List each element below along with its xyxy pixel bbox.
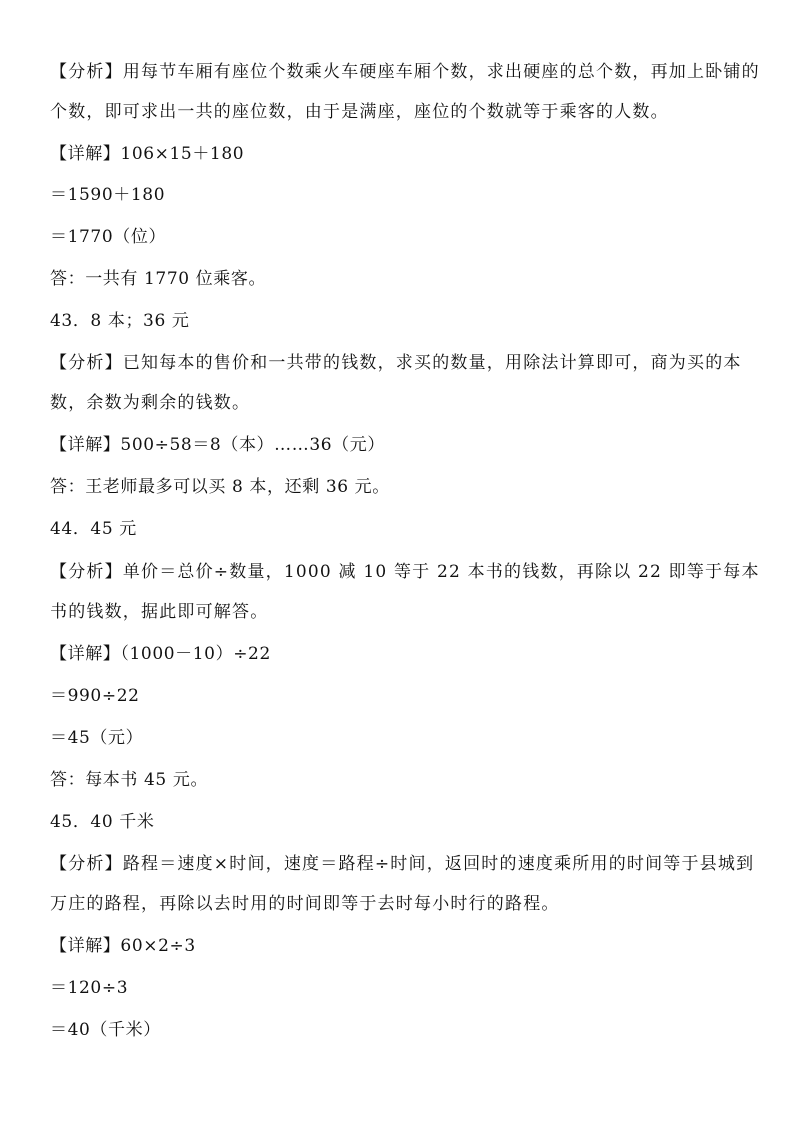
detail-tag: 【详解】	[50, 936, 121, 956]
calculation-step: ＝990÷22	[50, 686, 140, 706]
detail-line	[50, 143, 770, 165]
analysis-tag: 【分析】	[50, 62, 123, 82]
detail-text: 106×15＋180	[120, 144, 245, 164]
analysis-tag: 【分析】	[50, 562, 123, 582]
analysis-tag: 【分析】	[50, 854, 123, 874]
analysis-paragraph	[50, 552, 770, 632]
analysis-text: 路程＝速度×时间，速度＝路程÷时间，返回时的速度乘所用的时间等于县城到万庄的路程，再除以去时用的时间即等于去时每小时行的路程。	[50, 854, 755, 914]
calculation-step: ＝40（千米）	[50, 1020, 161, 1040]
detail-line	[50, 935, 770, 957]
question-heading: 45．40 千米	[50, 812, 155, 832]
analysis-text: 单价＝总价÷数量，1000 减 10 等于 22 本书的钱数，再除以 22 即等于每本书的钱数，据此即可解答。	[50, 562, 760, 622]
detail-line	[50, 434, 770, 456]
analysis-text: 已知每本的售价和一共带的钱数，求买的数量，用除法计算即可，商为买的本数，余数为剩余的钱数。	[50, 353, 742, 413]
detail-tag: 【详解】	[50, 144, 121, 164]
analysis-paragraph	[50, 844, 770, 924]
detail-tag: 【详解】	[50, 435, 121, 455]
analysis-paragraph	[50, 52, 770, 132]
calculation-step: ＝45（元）	[50, 728, 144, 748]
detail-line	[50, 643, 770, 665]
question-heading: 44．45 元	[50, 519, 137, 539]
calculation-step: ＝1770（位）	[50, 227, 167, 247]
detail-text: （1000－10）÷22	[120, 644, 271, 664]
detail-text: 60×2÷3	[120, 936, 196, 956]
analysis-text: 用每节车厢有座位个数乘火车硬座车厢个数，求出硬座的总个数，再加上卧铺的个数，即可求出一共的座位数，由于是满座，座位的个数就等于乘客的人数。	[50, 62, 760, 122]
answer-line: 答：王老师最多可以买 8 本，还剩 36 元。	[50, 477, 390, 497]
calculation-step: ＝1590＋180	[50, 185, 166, 205]
question-heading: 43．8 本；36 元	[50, 311, 190, 331]
analysis-tag: 【分析】	[50, 353, 123, 373]
detail-tag: 【详解】	[50, 644, 121, 664]
answer-line: 答：每本书 45 元。	[50, 770, 209, 790]
answer-line: 答：一共有 1770 位乘客。	[50, 269, 267, 289]
calculation-step: ＝120÷3	[50, 978, 129, 998]
detail-text: 500÷58＝8（本）……36（元）	[120, 435, 385, 455]
analysis-paragraph	[50, 343, 770, 423]
